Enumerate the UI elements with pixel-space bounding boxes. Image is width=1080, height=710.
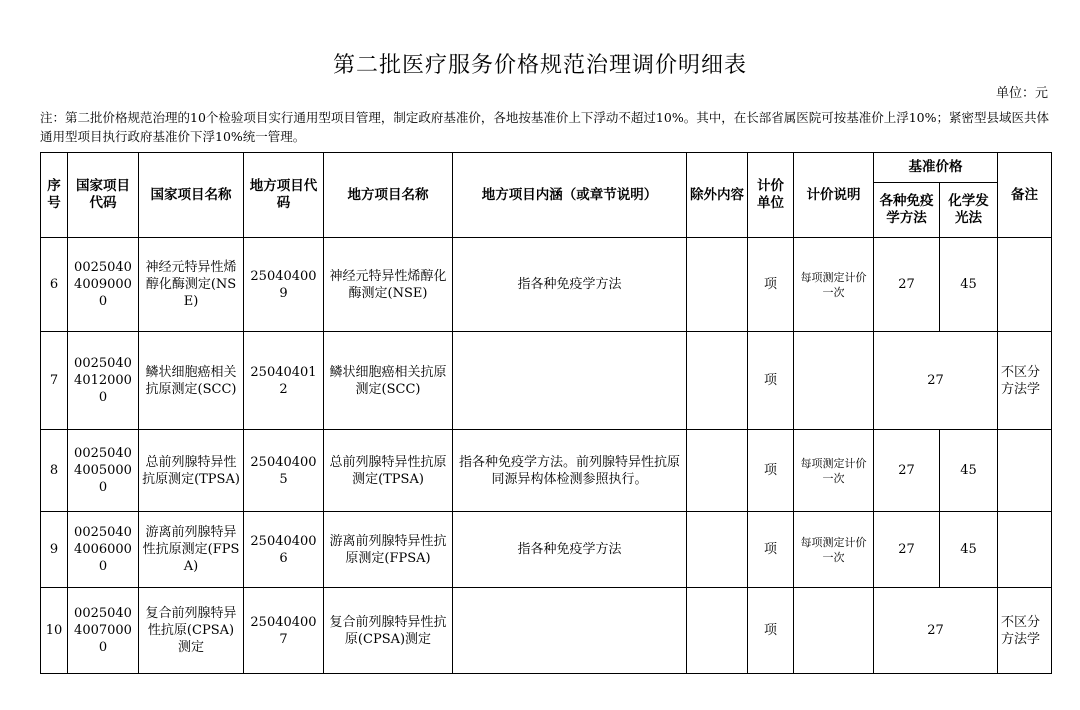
cell-remark [998, 238, 1052, 332]
cell-content: 指各种免疫学方法。前列腺特异性抗原同源异构体检测参照执行。 [453, 430, 687, 512]
cell-remark: 不区分方法学 [998, 588, 1052, 674]
cell-local-name: 神经元特异性烯醇化酶测定(NSE) [324, 238, 453, 332]
cell-local-name: 鳞状细胞癌相关抗原测定(SCC) [324, 332, 453, 430]
cell-remark: 不区分方法学 [998, 332, 1052, 430]
cell-national-name: 游离前列腺特异性抗原测定(FPSA) [139, 512, 244, 588]
cell-national-name: 鳞状细胞癌相关抗原测定(SCC) [139, 332, 244, 430]
cell-pricing [794, 332, 874, 430]
table-row [41, 332, 1052, 430]
cell-content: 指各种免疫学方法 [453, 512, 687, 588]
cell-excluded [687, 588, 748, 674]
cell-national-code: 002504040120000 [68, 332, 139, 430]
header-local-name: 地方项目名称 [324, 153, 453, 238]
cell-content [453, 332, 687, 430]
cell-excluded [687, 238, 748, 332]
header-immuno: 各种免疫学方法 [874, 183, 940, 238]
cell-unit: 项 [748, 430, 794, 512]
cell-merged-price: 27 [874, 588, 998, 674]
header-seq: 序号 [41, 153, 68, 238]
cell-unit: 项 [748, 238, 794, 332]
cell-excluded [687, 332, 748, 430]
header-national-name: 国家项目名称 [139, 153, 244, 238]
cell-seq: 7 [41, 332, 68, 430]
cell-local-name: 总前列腺特异性抗原测定(TPSA) [324, 430, 453, 512]
cell-excluded [687, 430, 748, 512]
header-national-code: 国家项目代码 [68, 153, 139, 238]
cell-pricing [794, 588, 874, 674]
cell-national-name: 总前列腺特异性抗原测定(TPSA) [139, 430, 244, 512]
header-excluded: 除外内容 [687, 153, 748, 238]
cell-seq: 6 [41, 238, 68, 332]
cell-local-code: 250404005 [244, 430, 324, 512]
cell-local-code: 250404007 [244, 588, 324, 674]
header-local-code: 地方项目代码 [244, 153, 324, 238]
cell-national-code: 002504040070000 [68, 588, 139, 674]
cell-seq: 10 [41, 588, 68, 674]
cell-national-code: 002504040090000 [68, 238, 139, 332]
note-text: 注：第二批价格规范治理的10个检验项目实行通用型项目管理，制定政府基准价，各地按基准价上下浮动不超过10%。其中，在长部省属医院可按基准价上浮10%；紧密型县域医共体通用型项目执行政府基准价下浮10%统一管理。 [40, 110, 1049, 144]
cell-excluded [687, 512, 748, 588]
cell-chemi-price: 45 [940, 430, 998, 512]
cell-immuno-price: 27 [874, 512, 940, 588]
header-unit: 计价单位 [748, 153, 794, 238]
cell-unit: 项 [748, 332, 794, 430]
cell-local-code: 250404012 [244, 332, 324, 430]
cell-unit: 项 [748, 512, 794, 588]
page-title: 第二批医疗服务价格规范治理调价明细表 [332, 53, 747, 78]
cell-immuno-price: 27 [874, 430, 940, 512]
cell-local-name: 游离前列腺特异性抗原测定(FPSA) [324, 512, 453, 588]
cell-local-name: 复合前列腺特异性抗原(CPSA)测定 [324, 588, 453, 674]
table-row [41, 588, 1052, 674]
cell-national-code: 002504040050000 [68, 430, 139, 512]
cell-local-code: 250404009 [244, 238, 324, 332]
cell-remark [998, 512, 1052, 588]
cell-seq: 9 [41, 512, 68, 588]
cell-pricing: 每项测定计价一次 [794, 430, 874, 512]
cell-national-code: 002504040060000 [68, 512, 139, 588]
cell-immuno-price: 27 [874, 238, 940, 332]
header-chemi: 化学发光法 [940, 183, 998, 238]
cell-seq: 8 [41, 430, 68, 512]
header-base-price: 基准价格 [874, 153, 998, 183]
cell-remark [998, 430, 1052, 512]
unit-label: 单位：元 [995, 86, 1048, 101]
cell-content: 指各种免疫学方法 [453, 238, 687, 332]
cell-local-code: 250404006 [244, 512, 324, 588]
table-row [41, 430, 1052, 512]
cell-national-name: 神经元特异性烯醇化酶测定(NSE) [139, 238, 244, 332]
cell-national-name: 复合前列腺特异性抗原(CPSA)测定 [139, 588, 244, 674]
table-row [41, 238, 1052, 332]
cell-unit: 项 [748, 588, 794, 674]
header-content: 地方项目内涵（或章节说明） [453, 153, 687, 238]
cell-merged-price: 27 [874, 332, 998, 430]
header-pricing: 计价说明 [794, 153, 874, 238]
cell-pricing: 每项测定计价一次 [794, 238, 874, 332]
cell-content [453, 588, 687, 674]
header-remark: 备注 [998, 153, 1052, 238]
cell-chemi-price: 45 [940, 238, 998, 332]
cell-pricing: 每项测定计价一次 [794, 512, 874, 588]
price-table [40, 152, 1052, 674]
table-row [41, 512, 1052, 588]
cell-chemi-price: 45 [940, 512, 998, 588]
